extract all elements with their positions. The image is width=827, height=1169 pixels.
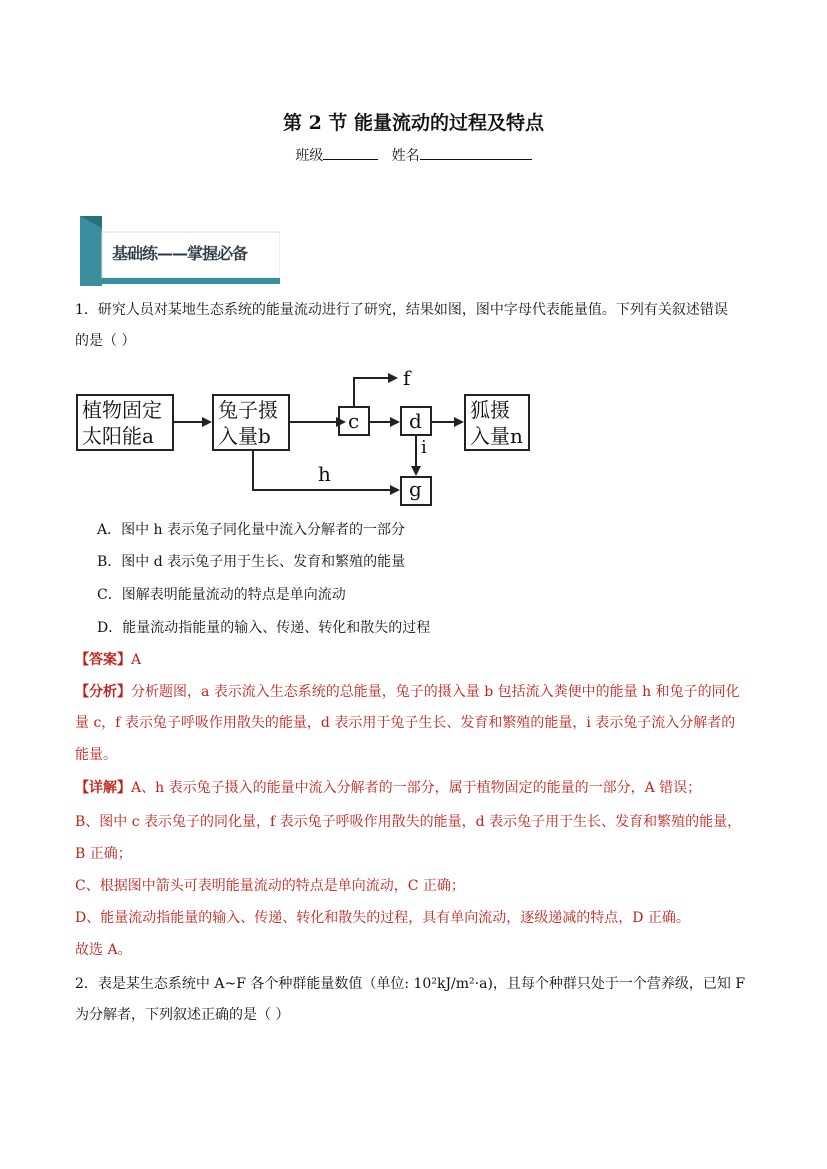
class-blank[interactable] — [323, 145, 378, 160]
name-label: 姓名 — [391, 148, 420, 164]
box-plant-line1: 植物固定 — [82, 398, 162, 422]
q1-analysis-line3: 能量。 — [75, 747, 117, 763]
answer-value: A — [131, 652, 142, 668]
q1-conclusion: 故选 A。 — [75, 942, 132, 958]
class-label: 班级 — [295, 148, 324, 164]
arrow-b-c — [290, 421, 338, 423]
arrow-d-g — [415, 436, 417, 468]
arrow-b-g-vertical — [252, 451, 254, 491]
arrow-a-b-head — [202, 417, 212, 427]
q1-detail-line2: B、图中 c 表示兔子的同化量，f 表示兔子呼吸作用散失的能量，d 表示兔子用于生长、发育和繁殖的能量， — [75, 814, 742, 830]
q1-option-a[interactable]: A．图中 h 表示兔子同化量中流入分解者的一部分 — [97, 522, 406, 538]
box-fox-line1: 狐摄 — [470, 398, 510, 422]
q1-detail-line4: C、根据图中箭头可表明能量流动的特点是单向流动，C 正确； — [75, 878, 465, 894]
box-g-label: g — [409, 477, 422, 501]
analysis-tag: 【分析】 — [75, 684, 131, 700]
arrow-c-f — [353, 377, 389, 379]
arrow-b-g — [252, 489, 390, 491]
arrow-c-f-head — [388, 373, 398, 383]
q1-detail-line1 — [75, 778, 701, 798]
label-h: h — [318, 462, 331, 486]
page-title: 第 2 节 能量流动的过程及特点 — [282, 112, 545, 134]
box-fox-line2: 入量n — [470, 424, 523, 448]
q1-answer — [75, 650, 141, 670]
q1-detail-line3: B 正确； — [75, 846, 132, 862]
analysis-text-1: 分析题图，a 表示流入生态系统的总能量，兔子的摄入量 b 包括流入粪便中的能量 h 和兔子的同化 — [131, 684, 740, 700]
energy-flow-diagram — [74, 366, 544, 506]
box-rabbit-line2: 入量b — [218, 424, 271, 448]
label-i: i — [421, 437, 427, 458]
class-name-fields — [0, 145, 827, 165]
q1-stem-line2: 的是（ ） — [75, 333, 136, 349]
name-blank[interactable] — [420, 145, 532, 160]
arrow-d-n-head — [454, 417, 464, 427]
label-f: f — [403, 366, 411, 390]
q2-stem-line2: 为分解者，下列叙述正确的是（ ） — [75, 1007, 290, 1023]
box-d-label: d — [409, 409, 422, 433]
q1-detail-line5: D、能量流动指能量的输入、传递、转化和散失的过程，具有单向流动，逐级递减的特点，D 正确。 — [75, 910, 690, 926]
q1-analysis-line2: 量 c，f 表示兔子呼吸作用散失的能量，d 表示用于兔子生长、发育和繁殖的能量，i 表示兔子流入分解者的 — [75, 715, 736, 731]
q2-stem-line1: 2．表是某生态系统中 A~F 各个种群能量数值（单位: 10²kJ/m²·a)，且每个种群只处于一个营养级，已知 F — [75, 976, 746, 992]
arrow-d-g-head — [411, 466, 421, 476]
banner-text: 基础练——掌握必备 — [112, 244, 248, 263]
q1-stem-line1: 1．研究人员对某地生态系统的能量流动进行了研究，结果如图，图中字母代表能量值。下列有关叙述错误 — [75, 302, 728, 318]
box-plant-line2: 太阳能a — [82, 424, 154, 448]
arrow-b-g-head — [390, 485, 400, 495]
box-c-label: c — [348, 409, 360, 433]
section-banner — [80, 216, 280, 286]
arrow-a-b — [174, 421, 202, 423]
q1-option-b[interactable]: B．图中 d 表示兔子用于生长、发育和繁殖的能量 — [97, 554, 406, 570]
q1-analysis-line1 — [75, 682, 740, 702]
arrow-c-f-vertical — [353, 377, 355, 406]
answer-tag: 【答案】 — [75, 652, 131, 668]
q1-option-c[interactable]: C．图解表明能量流动的特点是单向流动 — [97, 587, 346, 603]
arrow-c-d-head — [390, 417, 400, 427]
detail-text-1: A、h 表示兔子摄入的能量中流入分解者的一部分，属于植物固定的能量的一部分，A 错误； — [131, 780, 702, 796]
detail-tag: 【详解】 — [75, 780, 131, 796]
box-rabbit-line1: 兔子摄 — [218, 398, 278, 422]
arrow-d-n — [432, 421, 454, 423]
q1-option-d[interactable]: D．能量流动指能量的输入、传递、转化和散失的过程 — [97, 620, 431, 636]
arrow-c-d — [370, 421, 390, 423]
